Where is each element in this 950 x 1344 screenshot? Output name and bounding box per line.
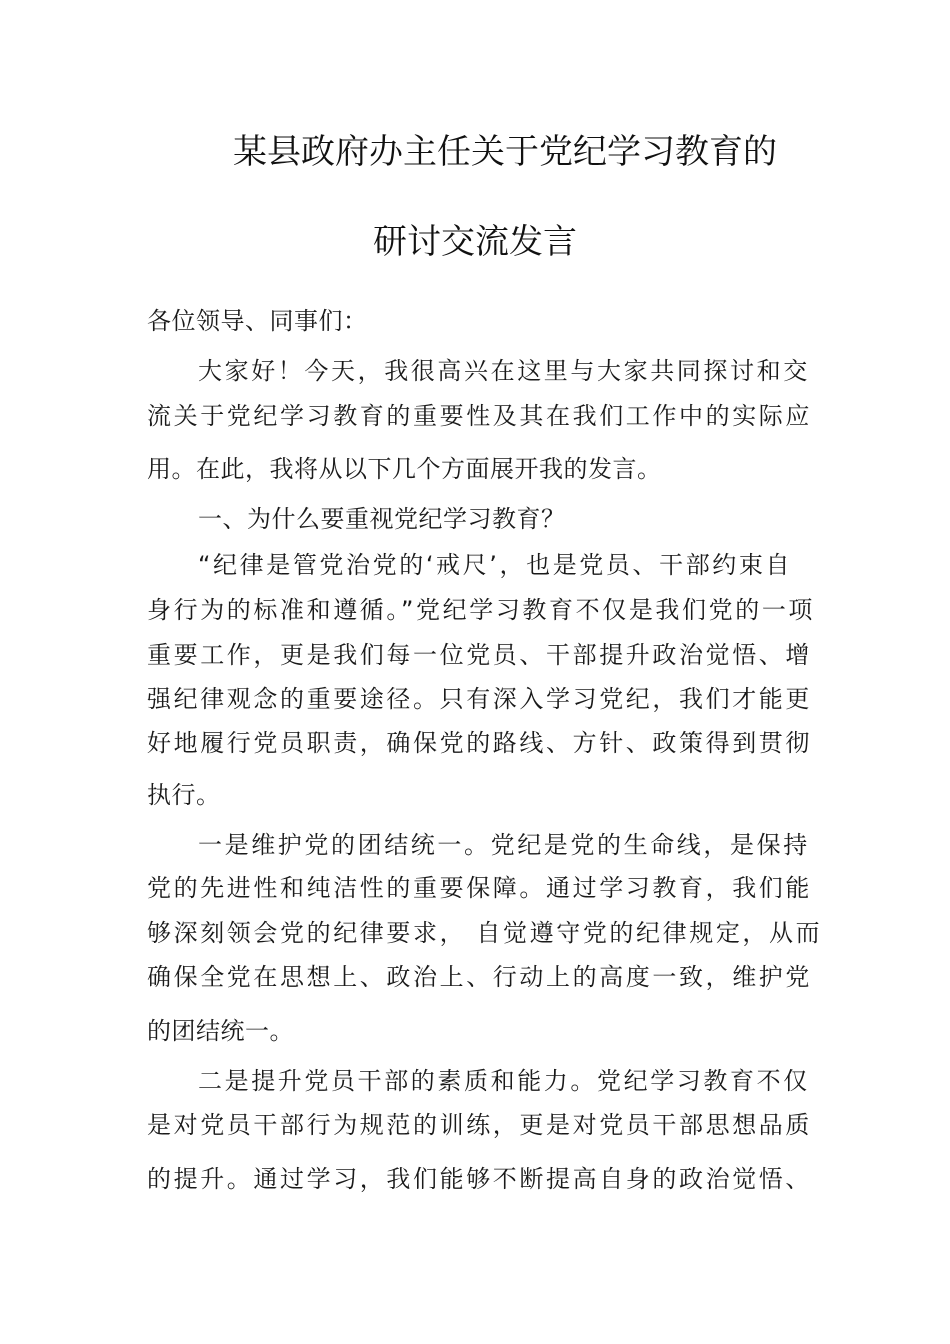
body-line-15: 二是提升党员干部的素质和能力。党纪学习教育不仅 (198, 1067, 810, 1095)
body-line-6: 重要工作，更是我们每一位党员、干部提升政治觉悟、增 (147, 641, 812, 669)
body-line-3: 用。在此，我将从以下几个方面展开我的发言。 (147, 455, 662, 483)
body-line-9: 执行。 (147, 781, 221, 809)
body-line-12: 够深刻领会党的纪律要求， 自觉遵守党的纪律规定，从而 (147, 919, 823, 947)
body-line-17: 的提升。通过学习，我们能够不断提高自身的政治觉悟、 (147, 1165, 812, 1193)
body-line-11: 党的先进性和纯洁性的重要保障。通过学习教育，我们能 (147, 874, 812, 902)
body-line-10: 一是维护党的团结统一。党纪是党的生命线，是保持 (198, 831, 810, 859)
body-line-4: “纪律是管党治党的‘戒尺’，也是党员、干部约束自 (198, 551, 793, 579)
body-line-8: 好地履行党员职责，确保党的路线、方针、政策得到贯彻 (147, 729, 812, 757)
body-line-1: 大家好！今天，我很高兴在这里与大家共同探讨和交 (198, 357, 810, 385)
body-line-2: 流关于党纪学习教育的重要性及其在我们工作中的实际应 (147, 402, 812, 430)
body-line-14: 的团结统一。 (147, 1017, 294, 1045)
document-title-line-1: 某县政府办主任关于党纪学习教育的 (233, 132, 777, 172)
body-line-16: 是对党员干部行为规范的训练，更是对党员干部思想品质 (147, 1111, 812, 1139)
salutation-line: 各位领导、同事们： (147, 307, 368, 335)
section-heading-1: 一、为什么要重视党纪学习教育？ (198, 505, 566, 533)
body-line-7: 强纪律观念的重要途径。只有深入学习党纪，我们才能更 (147, 685, 812, 713)
body-line-5: 身行为的标准和遵循。”党纪学习教育不仅是我们党的一项 (147, 596, 816, 624)
document-title-line-2: 研讨交流发言 (373, 222, 577, 262)
body-line-13: 确保全党在思想上、政治上、行动上的高度一致，维护党 (147, 963, 812, 991)
